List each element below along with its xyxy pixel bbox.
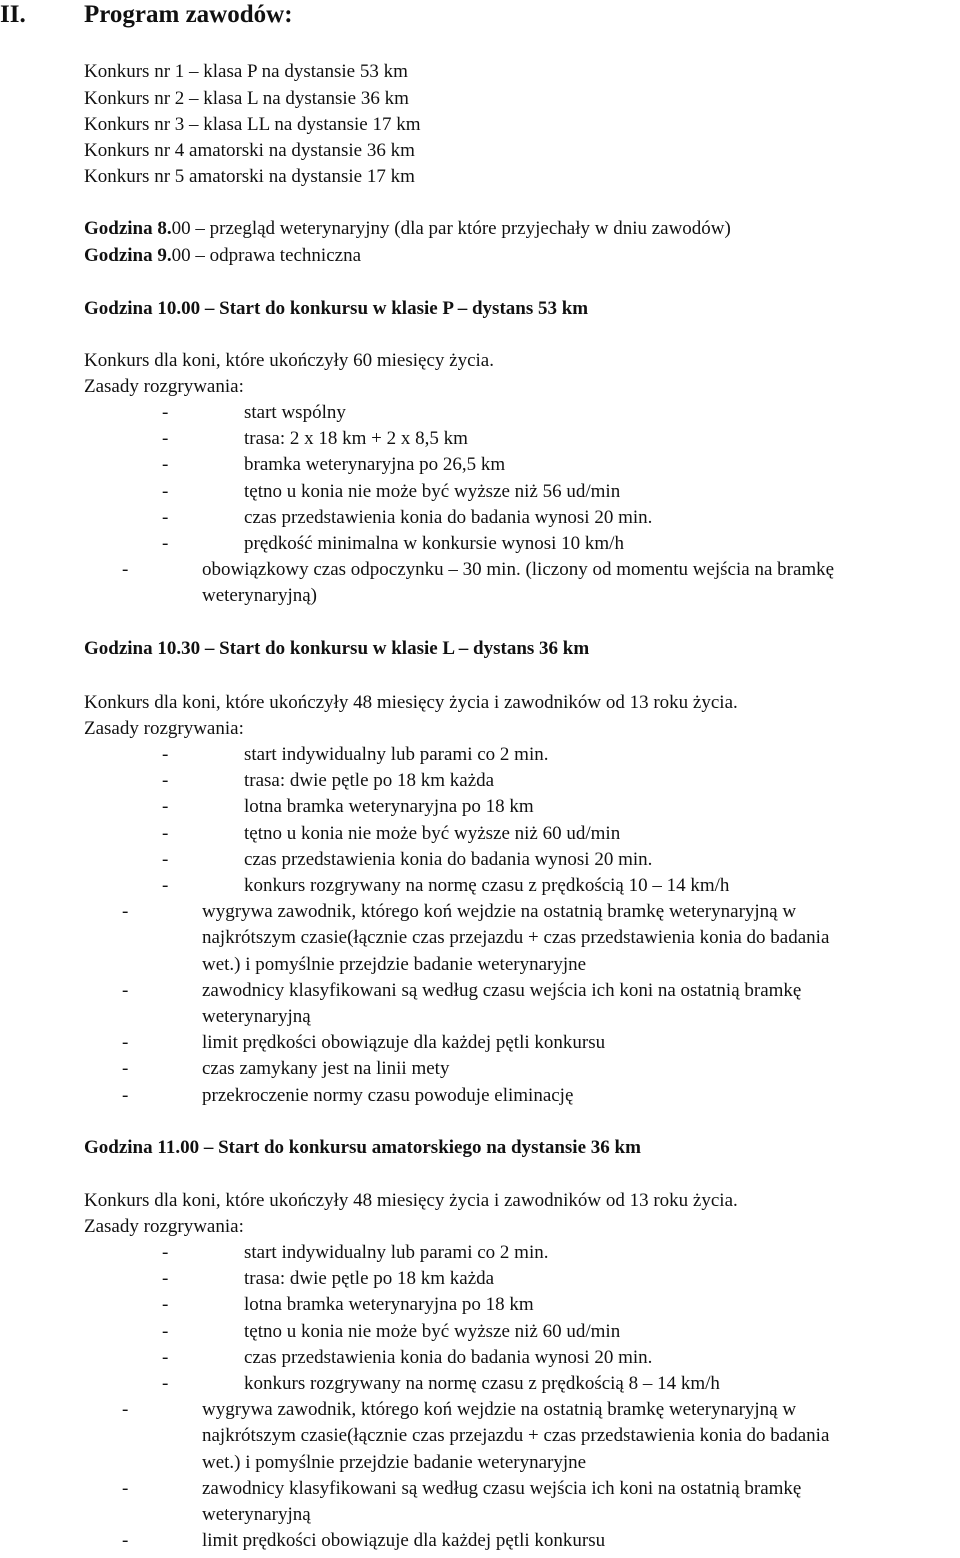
contest-heading-amateur [84,1137,641,1159]
list-bullet: - [122,1399,129,1420]
section-title: Program zawodów: [84,1,293,28]
list-bullet: - [162,770,169,791]
list-item: wygrywa zawodnik, którego koń wejdzie na ostatnią bramkę weterynaryjną w [202,1399,797,1420]
list-bullet: - [122,559,129,580]
list-item: wet.) i pomyślnie przejdzie badanie weterynaryjne [202,1452,587,1473]
list-item: zawodnicy klasyfikowani są według czasu wejścia ich koni na ostatnią bramkę [202,1478,802,1499]
schedule-line [84,218,731,240]
list-item: weterynaryjną [202,1504,311,1525]
schedule-line [84,245,361,267]
heading-text: 30 – Start do konkursu w klasie L – dystans 36 km [181,638,590,659]
contest-line: Konkurs nr 3 – klasa LL na dystansie 17 km [84,114,421,135]
contest-heading-l [84,638,589,660]
eligibility-text: Konkurs dla koni, które ukończyły 60 miesięcy życia. [84,350,494,371]
heading-text: 00 – Start do konkursu w klasie P – dystans 53 km [181,298,589,319]
list-item: start indywidualny lub parami co 2 min. [244,744,549,765]
list-item: weterynaryjną [202,1006,311,1027]
list-item: limit prędkości obowiązuje dla każdej pętli konkursu [202,1530,606,1551]
list-bullet: - [122,1085,129,1106]
eligibility-text: Konkurs dla koni, które ukończyły 48 miesięcy życia i zawodników od 13 roku życia. [84,692,738,713]
list-bullet: - [122,1032,129,1053]
contest-line: Konkurs nr 5 amatorski na dystansie 17 km [84,166,415,187]
list-item: najkrótszym czasie(łącznie czas przejazdu + czas przedstawienia konia do badania [202,927,830,948]
list-bullet: - [162,1268,169,1289]
eligibility-text: Konkurs dla koni, które ukończyły 48 miesięcy życia i zawodników od 13 roku życia. [84,1190,738,1211]
list-bullet: - [162,1373,169,1394]
list-bullet: - [122,901,129,922]
heading-time: Godzina 10. [84,298,182,319]
schedule-text: 00 – przegląd weterynaryjny (dla par które przyjechały w dniu zawodów) [171,218,731,239]
contest-line: Konkurs nr 2 – klasa L na dystansie 36 km [84,88,409,109]
list-bullet: - [162,402,169,423]
list-item: prędkość minimalna w konkursie wynosi 10 km/h [244,533,624,554]
list-bullet: - [122,980,129,1001]
list-item: trasa: dwie pętle po 18 km każda [244,770,495,791]
list-item: tętno u konia nie może być wyższe niż 60 ud/min [244,1321,621,1342]
list-bullet: - [162,481,169,502]
list-item: bramka weterynaryjna po 26,5 km [244,454,506,475]
list-bullet: - [122,1478,129,1499]
list-bullet: - [162,849,169,870]
list-item: lotna bramka weterynaryjna po 18 km [244,796,534,817]
list-bullet: - [162,796,169,817]
list-item: tętno u konia nie może być wyższe niż 56 ud/min [244,481,621,502]
list-bullet: - [162,428,169,449]
rules-label: Zasady rozgrywania: [84,376,244,397]
list-item: najkrótszym czasie(łącznie czas przejazdu + czas przedstawienia konia do badania [202,1425,830,1446]
list-bullet: - [162,823,169,844]
list-bullet: - [162,875,169,896]
list-item: zawodnicy klasyfikowani są według czasu wejścia ich koni na ostatnią bramkę [202,980,802,1001]
list-item: trasa: dwie pętle po 18 km każda [244,1268,495,1289]
list-bullet: - [162,744,169,765]
list-bullet: - [162,507,169,528]
list-item: tętno u konia nie może być wyższe niż 60 ud/min [244,823,621,844]
list-item: start indywidualny lub parami co 2 min. [244,1242,549,1263]
list-bullet: - [162,533,169,554]
list-bullet: - [162,454,169,475]
list-item: konkurs rozgrywany na normę czasu z prędkością 8 – 14 km/h [244,1373,720,1394]
list-bullet: - [162,1294,169,1315]
list-bullet: - [122,1058,129,1079]
list-bullet: - [162,1242,169,1263]
list-item: wet.) i pomyślnie przejdzie badanie weterynaryjne [202,954,587,975]
heading-text: 00 – Start do konkursu amatorskiego na dystansie 36 km [180,1137,641,1158]
list-item: czas przedstawienia konia do badania wynosi 20 min. [244,507,653,528]
list-item: czas przedstawienia konia do badania wynosi 20 min. [244,1347,653,1368]
list-bullet: - [162,1347,169,1368]
contest-heading-p [84,298,588,320]
rules-label: Zasady rozgrywania: [84,718,244,739]
heading-time: Godzina 10. [84,638,182,659]
list-item: start wspólny [244,402,346,423]
contest-line: Konkurs nr 4 amatorski na dystansie 36 km [84,140,415,161]
list-item: konkurs rozgrywany na normę czasu z prędkością 10 – 14 km/h [244,875,730,896]
list-item: przekroczenie normy czasu powoduje eliminację [202,1085,574,1106]
schedule-time: Godzina 8. [84,218,172,239]
schedule-time: Godzina 9. [84,245,172,266]
section-number: II. [0,1,26,28]
list-item: trasa: 2 x 18 km + 2 x 8,5 km [244,428,468,449]
list-item: obowiązkowy czas odpoczynku – 30 min. (liczony od momentu wejścia na bramkę [202,559,835,580]
list-item: weterynaryjną) [202,585,317,606]
list-bullet: - [122,1530,129,1551]
rules-label: Zasady rozgrywania: [84,1216,244,1237]
list-item: lotna bramka weterynaryjna po 18 km [244,1294,534,1315]
list-bullet: - [162,1321,169,1342]
list-item: czas przedstawienia konia do badania wynosi 20 min. [244,849,653,870]
list-item: wygrywa zawodnik, którego koń wejdzie na ostatnią bramkę weterynaryjną w [202,901,797,922]
list-item: czas zamykany jest na linii mety [202,1058,450,1079]
schedule-text: 00 – odprawa techniczna [171,245,362,266]
list-item: limit prędkości obowiązuje dla każdej pętli konkursu [202,1032,606,1053]
contest-line: Konkurs nr 1 – klasa P na dystansie 53 km [84,61,408,82]
heading-time: Godzina 11. [84,1137,181,1158]
